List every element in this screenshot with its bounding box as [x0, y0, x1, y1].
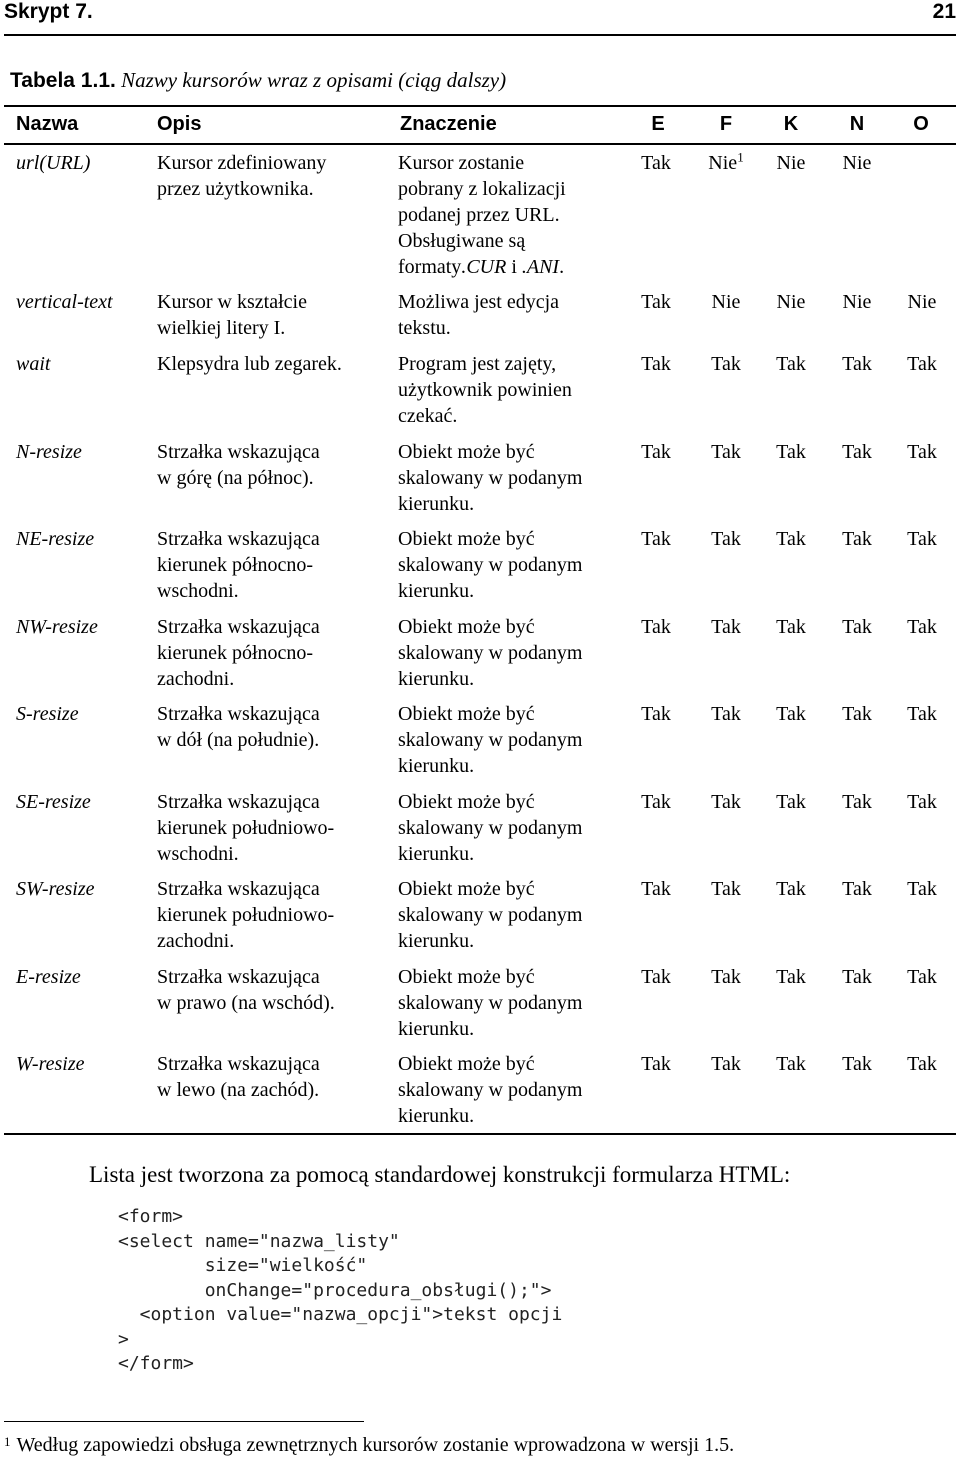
- cursor-description: [157, 876, 387, 954]
- cursor-name: NE-resize: [16, 528, 95, 550]
- table-caption: [10, 68, 506, 93]
- flag-k: Tak: [776, 616, 806, 638]
- flag-k: Tak: [776, 791, 806, 813]
- meaning-text: i: [506, 256, 522, 278]
- flag-e: Tak: [641, 291, 671, 313]
- column-header-n: N: [849, 113, 865, 135]
- meaning-line: kierunku.: [398, 493, 475, 515]
- description-line: Kursor zdefiniowany: [157, 152, 327, 174]
- flag-k: Nie: [776, 291, 806, 313]
- meaning-text: formaty: [398, 256, 462, 278]
- meaning-line: tekstu.: [398, 317, 451, 339]
- flag-f: Tak: [711, 878, 741, 900]
- flag-f: [708, 150, 743, 176]
- flag-e: Tak: [641, 528, 671, 550]
- flag-f: Tak: [711, 1053, 741, 1075]
- description-line: kierunek północno-: [157, 554, 314, 576]
- flag-e: Tak: [641, 703, 671, 725]
- flag-n: Tak: [842, 353, 872, 375]
- footnote: [4, 1434, 734, 1457]
- flag-o: Nie: [907, 291, 937, 313]
- description-line: w górę (na północ).: [157, 467, 314, 489]
- cursor-name: vertical-text: [16, 291, 113, 313]
- meaning-line: kierunku.: [398, 755, 475, 777]
- flag-f-value: Nie: [708, 152, 738, 174]
- flag-e: Tak: [641, 441, 671, 463]
- meaning-line: kierunku.: [398, 580, 475, 602]
- flag-k: Tak: [776, 528, 806, 550]
- table-bottom-rule: [4, 1133, 956, 1135]
- cursor-meaning: [398, 789, 628, 867]
- cursor-name: N-resize: [16, 441, 82, 463]
- description-line: przez użytkownika.: [157, 178, 314, 200]
- meaning-line: skalowany w podanym: [398, 992, 583, 1014]
- flag-e: Tak: [641, 878, 671, 900]
- flag-e: Tak: [641, 616, 671, 638]
- footnote-rule: [4, 1421, 364, 1422]
- caption-text: Nazwy kursorów wraz z opisami (ciąg dalszy): [121, 68, 507, 92]
- meaning-line: podanej przez URL.: [398, 204, 560, 226]
- meaning-line: użytkownik powinien: [398, 379, 572, 401]
- flag-e: Tak: [641, 353, 671, 375]
- table-header: [4, 105, 956, 145]
- flag-o: Tak: [907, 703, 937, 725]
- meaning-line: Program jest zajęty,: [398, 353, 557, 375]
- meaning-line: [398, 254, 628, 280]
- cursor-meaning: [398, 351, 628, 429]
- flag-k: Tak: [776, 353, 806, 375]
- format-cur: .CUR: [461, 256, 507, 278]
- page-header: [4, 0, 956, 36]
- flag-k: Tak: [776, 1053, 806, 1075]
- meaning-line: Możliwa jest edycja: [398, 291, 560, 313]
- cursor-meaning: [398, 701, 628, 779]
- footnote-mark: 1: [4, 1434, 11, 1449]
- footnote-ref: 1: [737, 149, 744, 165]
- cursor-name: url(URL): [16, 152, 91, 174]
- code-line: </form>: [118, 1353, 194, 1374]
- cursor-name: NW-resize: [16, 616, 98, 638]
- description-line: zachodni.: [157, 668, 235, 690]
- code-listing: [118, 1205, 562, 1377]
- column-header-znaczenie: Znaczenie: [400, 113, 497, 135]
- flag-f: Tak: [711, 966, 741, 988]
- flag-o: Tak: [907, 966, 937, 988]
- cursor-name: wait: [16, 353, 51, 375]
- flag-f: Tak: [711, 441, 741, 463]
- flag-k: Nie: [776, 152, 806, 174]
- code-line: <select name="nazwa_listy": [118, 1230, 400, 1252]
- flag-f: Nie: [711, 291, 741, 313]
- flag-o: Tak: [907, 878, 937, 900]
- flag-f: Tak: [711, 528, 741, 550]
- column-header-k: K: [783, 113, 799, 135]
- cursor-description: [157, 289, 387, 341]
- cursor-meaning: [398, 439, 628, 517]
- code-line: onChange="procedura_obsługi();">: [118, 1279, 552, 1301]
- flag-n: Nie: [842, 291, 872, 313]
- description-line: wschodni.: [157, 580, 239, 602]
- description-line: zachodni.: [157, 930, 235, 952]
- meaning-line: kierunku.: [398, 668, 475, 690]
- flag-o: Tak: [907, 791, 937, 813]
- flag-f: Tak: [711, 353, 741, 375]
- meaning-line: kierunku.: [398, 843, 475, 865]
- cursor-meaning: [398, 289, 628, 341]
- flag-e: Tak: [641, 152, 671, 174]
- meaning-line: pobrany z lokalizacji: [398, 178, 566, 200]
- footnote-text: Według zapowiedzi obsługa zewnętrznych kursorów zostanie wprowadzona w wersji 1.5.: [16, 1434, 735, 1456]
- meaning-line: czekać.: [398, 405, 458, 427]
- meaning-line: kierunku.: [398, 930, 475, 952]
- flag-f: Tak: [711, 616, 741, 638]
- flag-n: Nie: [842, 152, 872, 174]
- column-header-f: F: [719, 113, 733, 135]
- meaning-line: Obiekt może być: [398, 616, 535, 638]
- cursor-description: [157, 614, 387, 692]
- flag-f: Tak: [711, 703, 741, 725]
- flag-n: Tak: [842, 616, 872, 638]
- column-header-opis: Opis: [157, 113, 202, 135]
- meaning-line: skalowany w podanym: [398, 729, 583, 751]
- flag-n: Tak: [842, 1053, 872, 1075]
- cursor-description: [157, 1051, 387, 1103]
- flag-k: Tak: [776, 703, 806, 725]
- description-line: kierunek południowo-: [157, 817, 335, 839]
- description-line: Strzałka wskazująca: [157, 703, 320, 725]
- flag-e: Tak: [641, 791, 671, 813]
- meaning-line: Obiekt może być: [398, 966, 535, 988]
- meaning-line: skalowany w podanym: [398, 467, 583, 489]
- flag-o: Tak: [907, 528, 937, 550]
- description-line: Strzałka wskazująca: [157, 441, 320, 463]
- meaning-line: Obiekt może być: [398, 528, 535, 550]
- description-line: kierunek północno-: [157, 642, 314, 664]
- cursor-name: W-resize: [16, 1053, 85, 1075]
- cursor-description: [157, 150, 387, 202]
- description-line: w prawo (na wschód).: [157, 992, 335, 1014]
- code-line: <form>: [118, 1206, 184, 1227]
- flag-o: Tak: [907, 441, 937, 463]
- body-paragraph: Lista jest tworzona za pomocą standardowej konstrukcji formularza HTML:: [89, 1162, 791, 1187]
- flag-n: Tak: [842, 878, 872, 900]
- cursor-description: [157, 701, 387, 753]
- meaning-line: kierunku.: [398, 1018, 475, 1040]
- cursor-meaning: [398, 1051, 628, 1129]
- flag-n: Tak: [842, 528, 872, 550]
- flag-k: Tak: [776, 878, 806, 900]
- meaning-line: Obiekt może być: [398, 1053, 535, 1075]
- flag-f: Tak: [711, 791, 741, 813]
- description-line: wielkiej litery I.: [157, 317, 286, 339]
- description-line: Strzałka wskazująca: [157, 528, 320, 550]
- cursor-meaning: [398, 876, 628, 954]
- meaning-line: skalowany w podanym: [398, 554, 583, 576]
- cursor-description: [157, 964, 387, 1016]
- meaning-line: Obiekt może być: [398, 791, 535, 813]
- code-line: size="wielkość": [118, 1255, 368, 1276]
- description-line: w lewo (na zachód).: [157, 1079, 320, 1101]
- column-header-e: E: [651, 113, 665, 135]
- description-line: kierunek południowo-: [157, 904, 335, 926]
- code-line: >: [118, 1328, 129, 1350]
- description-line: Strzałka wskazująca: [157, 616, 320, 638]
- description-line: wschodni.: [157, 843, 239, 865]
- meaning-line: Obsługiwane są: [398, 230, 526, 252]
- cursor-description: [157, 789, 387, 867]
- meaning-line: Obiekt może być: [398, 441, 535, 463]
- cursor-name: E-resize: [16, 966, 81, 988]
- flag-e: Tak: [641, 966, 671, 988]
- column-header-nazwa: Nazwa: [16, 113, 79, 135]
- cursor-name: S-resize: [16, 703, 79, 725]
- meaning-line: skalowany w podanym: [398, 904, 583, 926]
- description-line: Kursor w kształcie: [157, 291, 307, 313]
- description-line: Strzałka wskazująca: [157, 878, 320, 900]
- flag-n: Tak: [842, 441, 872, 463]
- caption-label: Tabela 1.1.: [10, 69, 116, 92]
- description-line: Strzałka wskazująca: [157, 1053, 320, 1075]
- meaning-line: skalowany w podanym: [398, 817, 583, 839]
- meaning-text: .: [559, 256, 565, 278]
- cursor-description: [157, 351, 387, 377]
- description-line: w dół (na południe).: [157, 729, 320, 751]
- meaning-line: skalowany w podanym: [398, 642, 583, 664]
- flag-k: Tak: [776, 441, 806, 463]
- format-ani: .ANI: [521, 256, 560, 278]
- cursor-description: [157, 439, 387, 491]
- flag-n: Tak: [842, 966, 872, 988]
- column-header-o: O: [913, 113, 929, 135]
- cursor-meaning: [398, 150, 628, 280]
- cursor-meaning: [398, 614, 628, 692]
- code-line: <option value="nazwa_opcji">tekst opcji: [118, 1304, 563, 1325]
- flag-n: Tak: [842, 791, 872, 813]
- flag-e: Tak: [641, 1053, 671, 1075]
- flag-n: Tak: [842, 703, 872, 725]
- meaning-line: skalowany w podanym: [398, 1079, 583, 1101]
- meaning-line: Kursor zostanie: [398, 152, 525, 174]
- page-number: 21: [932, 0, 956, 23]
- cursor-meaning: [398, 526, 628, 604]
- meaning-line: kierunku.: [398, 1105, 475, 1127]
- cursor-name: SW-resize: [16, 878, 95, 900]
- flag-k: Tak: [776, 966, 806, 988]
- description-line: Klepsydra lub zegarek.: [157, 353, 342, 375]
- cursor-description: [157, 526, 387, 604]
- flag-o: Tak: [907, 353, 937, 375]
- cursor-meaning: [398, 964, 628, 1042]
- meaning-line: Obiekt może być: [398, 878, 535, 900]
- cursor-name: SE-resize: [16, 791, 91, 813]
- section-title: Skrypt 7.: [4, 0, 93, 23]
- meaning-line: Obiekt może być: [398, 703, 535, 725]
- flag-o: Tak: [907, 1053, 937, 1075]
- description-line: Strzałka wskazująca: [157, 791, 320, 813]
- flag-o: Tak: [907, 616, 937, 638]
- description-line: Strzałka wskazująca: [157, 966, 320, 988]
